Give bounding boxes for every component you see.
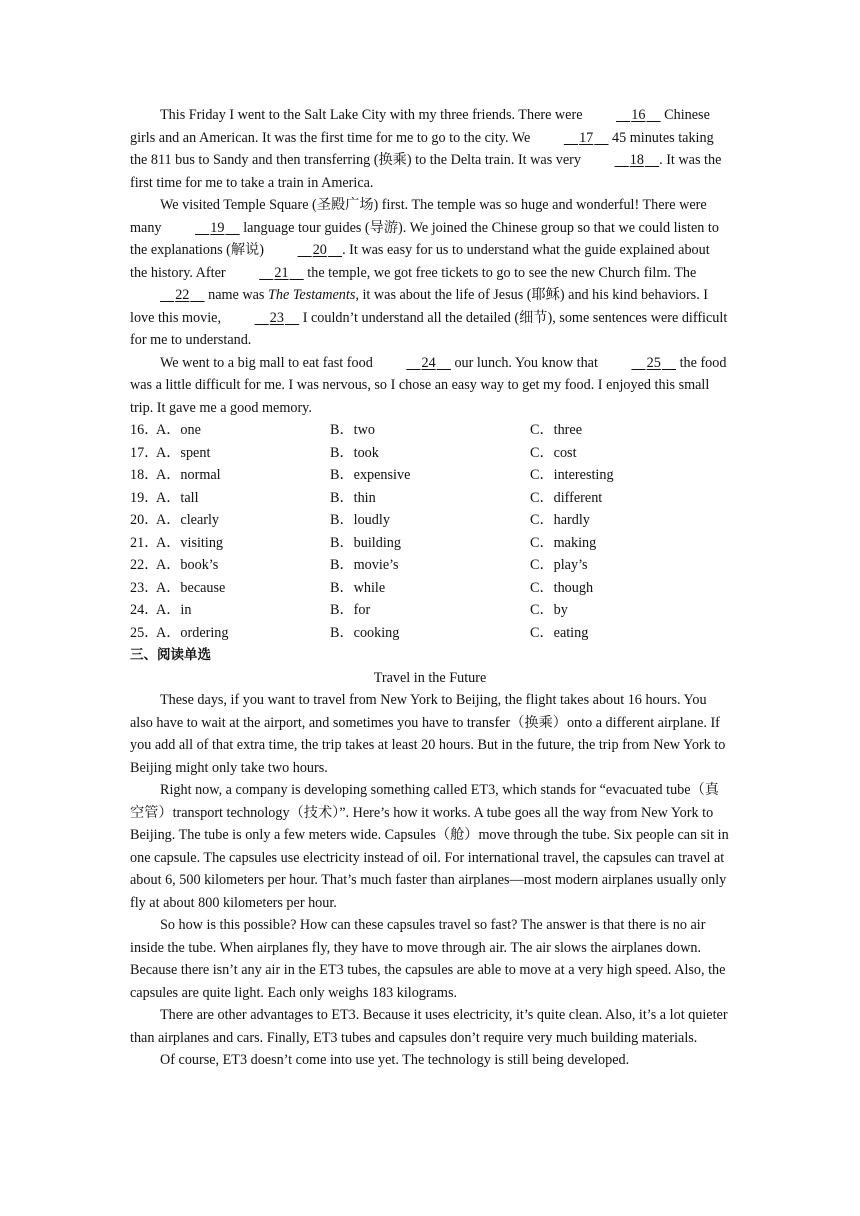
option-b[interactable]: B．while xyxy=(330,579,386,596)
passage-paragraph-5: Of course, ET3 doesn’t come into use yet. The technology is still being developed. xyxy=(160,1052,630,1068)
option-c[interactable]: C．eating xyxy=(530,624,589,641)
question-number: 17． xyxy=(130,444,159,461)
options-list xyxy=(130,419,730,644)
question-number: 20． xyxy=(130,512,159,528)
option-c[interactable]: C．though xyxy=(530,579,594,596)
option-row xyxy=(130,622,730,645)
option-b[interactable]: B．expensive xyxy=(330,467,411,483)
text: 45 minutes taking the 811 bus to Sandy and then transferring (换乘) to the Delta train. It was very xyxy=(130,129,714,168)
passage-paragraph-3: So how is this possible? How can these capsules travel so fast? The answer is that there is no air inside the tube. When airplanes fly, they have to move through air. The air slows the airplanes down. Because there isn’t any air in the ET3 tubes, the capsules are able to move at a very high speed. Also, the capsules are quite light. Each only weighs 183 kilograms. xyxy=(130,917,726,1001)
option-b[interactable]: B．two xyxy=(330,422,375,438)
option-a[interactable]: A．normal xyxy=(156,467,221,483)
passage-paragraph-4: There are other advantages to ET3. Because it uses electricity, it’s quite clean. Also, it’s a lot quieter than airplanes and cars. Finally, ET3 tubes and capsules don’t require very much building materials. xyxy=(130,1007,728,1046)
option-row xyxy=(130,419,730,442)
text: . It was the first time for me to take a train in America. xyxy=(130,152,722,191)
blank-16: 16 xyxy=(631,107,646,123)
option-b[interactable]: B．cooking xyxy=(330,624,400,641)
option-c[interactable]: C．hardly xyxy=(530,512,590,528)
text: This Friday I went to the Salt Lake City with my three friends. There were xyxy=(160,107,587,123)
blank-20: 20 xyxy=(312,242,327,258)
option-a[interactable]: A．in xyxy=(156,602,192,618)
cloze-paragraph-1 xyxy=(130,104,730,194)
passage-title: Travel in the Future xyxy=(373,669,487,686)
blank-22: 22 xyxy=(175,287,190,303)
cloze-paragraph-2 xyxy=(130,194,730,352)
option-a[interactable]: A．ordering xyxy=(156,624,229,641)
option-a[interactable]: A．visiting xyxy=(156,534,224,551)
option-row xyxy=(130,532,730,555)
film-title: The Testaments xyxy=(268,287,356,303)
option-a[interactable]: A．tall xyxy=(156,489,199,506)
question-number: 25． xyxy=(130,624,159,641)
option-row xyxy=(130,577,730,600)
text: Chinese girls and an American. It was the first time for me to go to the city. We xyxy=(130,107,710,146)
question-number: 16． xyxy=(130,422,159,438)
option-a[interactable]: A．clearly xyxy=(156,512,220,528)
text: We visited Temple Square (圣殿广场) first. The temple was so huge and wonderful! There were many xyxy=(130,197,707,236)
option-b[interactable]: B．building xyxy=(330,534,401,551)
option-c[interactable]: C．by xyxy=(530,602,568,618)
blank-17: 17 xyxy=(579,129,594,146)
question-number: 23． xyxy=(130,579,159,596)
passage-paragraph-2: Right now, a company is developing something called ET3, which stands for “evacuated tube（真空管）transport technology（技术）”. Here’s how it works. A tube goes all the way from New York to Beijing. The tube is only a few meters wide. Capsules（舱）move through the tube. Six people can sit in one capsule. The capsules use electricity instead of oil. For international travel, the capsules can travel at about 6, 500 kilometers per hour. That’s much faster than airplanes—most modern airplanes usually only fly at about 800 kilometers per hour. xyxy=(130,782,729,911)
option-row xyxy=(130,442,730,465)
text: our lunch. You know that xyxy=(450,354,602,371)
option-b[interactable]: B．movie’s xyxy=(330,557,399,573)
blank-19: 19 xyxy=(210,219,225,236)
question-number: 22． xyxy=(130,557,159,573)
question-number: 19． xyxy=(130,489,159,506)
cloze-paragraph-3 xyxy=(130,352,730,420)
text: the temple, we got free tickets to go to see the new Church film. The xyxy=(303,264,697,281)
document-page xyxy=(130,104,730,1072)
option-c[interactable]: C．different xyxy=(530,489,603,506)
option-c[interactable]: C．three xyxy=(530,422,583,438)
option-a[interactable]: A．because xyxy=(156,579,226,596)
blank-21: 21 xyxy=(274,264,289,281)
option-a[interactable]: A．one xyxy=(156,422,201,438)
text: language tour guides (导游). We joined the Chinese group so that we could listen to the explanations (解说) xyxy=(130,219,719,258)
question-number: 21． xyxy=(130,534,159,551)
option-c[interactable]: C．making xyxy=(530,534,597,551)
option-row xyxy=(130,599,730,622)
blank-25: 25 xyxy=(646,354,661,371)
question-number: 24． xyxy=(130,602,159,618)
section-heading: 三、阅读单选 xyxy=(130,647,211,663)
option-c[interactable]: C．interesting xyxy=(530,467,614,483)
blank-18: 18 xyxy=(629,152,644,168)
text: , it was about the life of Jesus (耶稣) and his kind behaviors. I love this movie, xyxy=(130,287,709,326)
text: name was xyxy=(204,287,268,303)
option-row xyxy=(130,554,730,577)
option-a[interactable]: A．spent xyxy=(156,444,211,461)
text: We went to a big mall to eat fast food xyxy=(160,354,377,371)
option-row xyxy=(130,509,730,532)
question-number: 18． xyxy=(130,467,159,483)
option-a[interactable]: A．book’s xyxy=(156,557,219,573)
option-b[interactable]: B．thin xyxy=(330,489,376,506)
option-row xyxy=(130,487,730,510)
option-c[interactable]: C．cost xyxy=(530,444,577,461)
option-b[interactable]: B．loudly xyxy=(330,512,390,528)
blank-23: 23 xyxy=(269,309,284,326)
option-b[interactable]: B．took xyxy=(330,444,379,461)
passage-paragraph-1: These days, if you want to travel from New York to Beijing, the flight takes about 16 hours. You also have to wait at the airport, and sometimes you have to transfer（换乘）onto a different airplane. If you add all of that extra time, the trip takes at least 20 hours. But in the future, the trip from New York to Beijing might only take two hours. xyxy=(130,692,726,776)
option-c[interactable]: C．play’s xyxy=(530,557,588,573)
blank-24: 24 xyxy=(421,354,436,371)
text: the food was a little difficult for me. I was nervous, so I chose an easy way to get my food. I enjoyed this small trip. It gave me a good memory. xyxy=(130,354,727,416)
option-row xyxy=(130,464,730,487)
text: . It was easy for us to understand what the guide explained about the history. After xyxy=(130,242,710,281)
option-b[interactable]: B．for xyxy=(330,602,371,618)
text: I couldn’t understand all the detailed (细节), some sentences were difficult for me to understand. xyxy=(130,309,728,348)
